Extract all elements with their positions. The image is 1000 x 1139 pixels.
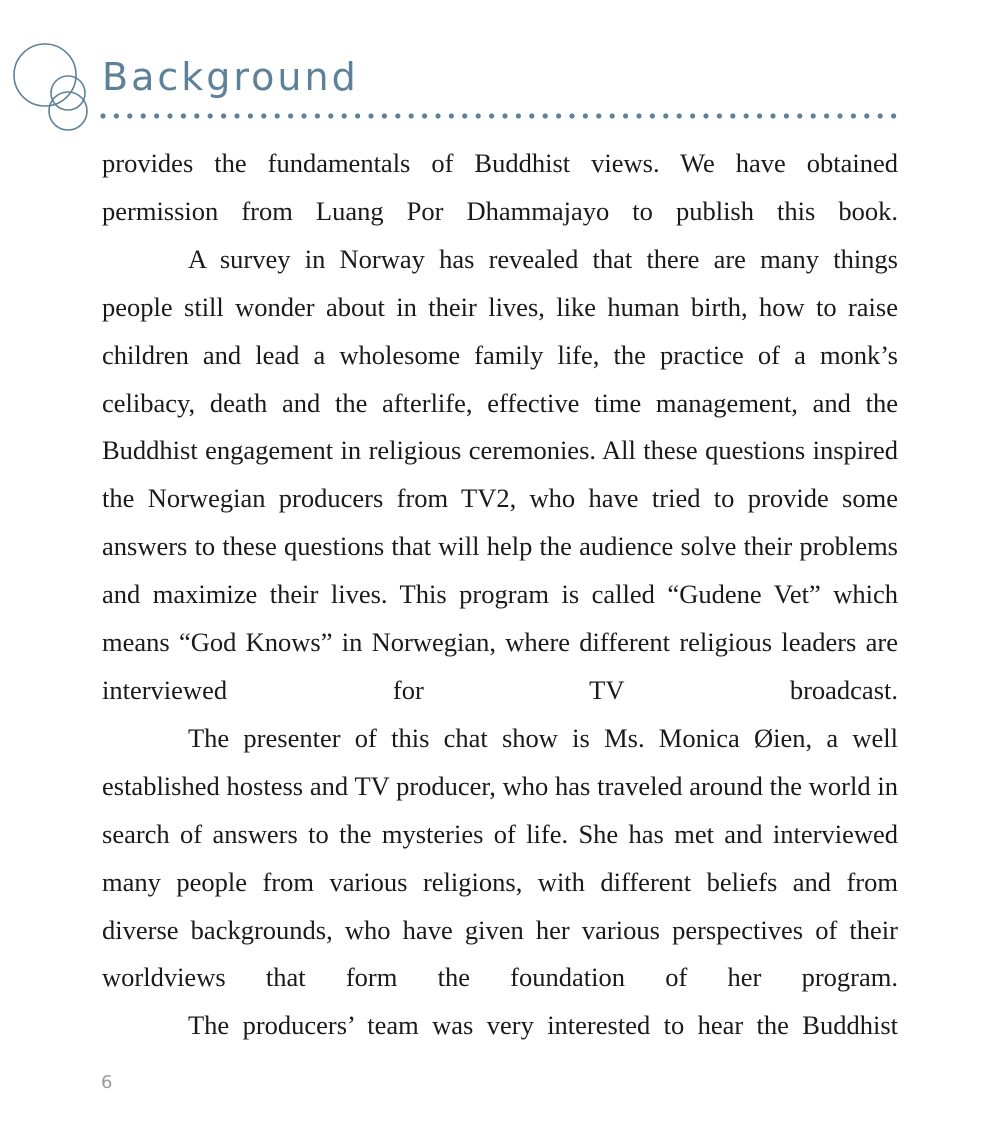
divider-dot bbox=[543, 113, 548, 118]
divider-dot bbox=[301, 113, 306, 118]
divider-dot bbox=[382, 113, 387, 118]
divider-dot bbox=[368, 113, 373, 118]
divider-dot bbox=[462, 113, 467, 118]
divider-dot bbox=[141, 113, 146, 118]
divider-dot bbox=[114, 113, 119, 118]
divider-dot bbox=[663, 113, 668, 118]
divider-dot bbox=[502, 113, 507, 118]
divider-dot bbox=[690, 113, 695, 118]
divider-dot bbox=[476, 113, 481, 118]
decorative-rings-icon bbox=[12, 42, 92, 134]
divider-dot bbox=[194, 113, 199, 118]
divider-dot bbox=[744, 113, 749, 118]
divider-dot bbox=[623, 113, 628, 118]
divider-dot bbox=[154, 113, 159, 118]
divider-dot bbox=[489, 113, 494, 118]
divider-dot bbox=[409, 113, 414, 118]
divider-dot bbox=[315, 113, 320, 118]
section-title: Background bbox=[102, 55, 359, 99]
divider-dot bbox=[837, 113, 842, 118]
body-text bbox=[102, 140, 898, 1050]
paragraph: The producers’ team was very interested to hear the Buddhist bbox=[188, 1010, 898, 1041]
divider-dot bbox=[730, 113, 735, 118]
divider-dot bbox=[878, 113, 883, 118]
divider-dot bbox=[328, 113, 333, 118]
divider-dot bbox=[811, 113, 816, 118]
divider-dot bbox=[864, 113, 869, 118]
divider-dot bbox=[851, 113, 856, 118]
divider-dot bbox=[824, 113, 829, 118]
paragraph: A survey in Norway has revealed that there are many things people still wonder about in their lives, like human birth, how to raise children and lead a wholesome family life, the practice of a monk’s celibacy, death and the afterlife, effective time management, and the Buddhist engagement in religious ceremonies. All these questions inspired the Norwegian producers from TV2, who have tried to provide some answers to these questions that will help the audience solve their problems and maximize their lives. This program is called “Gudene Vet” which means “God Knows” in Norwegian, where different religious leaders are interviewed for TV broadcast. bbox=[102, 243, 898, 705]
dotted-divider bbox=[100, 110, 902, 122]
divider-dot bbox=[288, 113, 293, 118]
divider-dot bbox=[449, 113, 454, 118]
paragraph: provides the fundamentals of Buddhist views. We have obtained permission from Luang Por Dhammajayo to publish this book. bbox=[102, 148, 898, 226]
divider-dot bbox=[717, 113, 722, 118]
divider-dot bbox=[355, 113, 360, 118]
divider-dot bbox=[757, 113, 762, 118]
divider-dot bbox=[516, 113, 521, 118]
divider-dot bbox=[100, 113, 105, 118]
divider-dot bbox=[784, 113, 789, 118]
divider-dot bbox=[181, 113, 186, 118]
divider-dot bbox=[248, 113, 253, 118]
divider-dot bbox=[208, 113, 213, 118]
divider-dot bbox=[127, 113, 132, 118]
divider-dot bbox=[596, 113, 601, 118]
divider-dot bbox=[422, 113, 427, 118]
divider-dot bbox=[650, 113, 655, 118]
divider-dot bbox=[891, 113, 896, 118]
divider-dot bbox=[275, 113, 280, 118]
divider-dot bbox=[261, 113, 266, 118]
divider-dot bbox=[636, 113, 641, 118]
divider-dot bbox=[529, 113, 534, 118]
divider-dot bbox=[610, 113, 615, 118]
divider-dot bbox=[395, 113, 400, 118]
divider-dot bbox=[234, 113, 239, 118]
divider-dot bbox=[677, 113, 682, 118]
divider-dot bbox=[435, 113, 440, 118]
divider-dot bbox=[556, 113, 561, 118]
divider-dot bbox=[770, 113, 775, 118]
divider-dot bbox=[569, 113, 574, 118]
paragraph: The presenter of this chat show is Ms. Monica Øien, a well established hostess and TV producer, who has traveled around the world in search of answers to the mysteries of life. She has met and interviewed many people from various religions, with different beliefs and from diverse backgrounds, who have given her various perspectives of their worldviews that form the foundation of her program. bbox=[102, 722, 898, 993]
divider-dot bbox=[342, 113, 347, 118]
divider-dot bbox=[167, 113, 172, 118]
divider-dot bbox=[797, 113, 802, 118]
divider-dot bbox=[703, 113, 708, 118]
page-number: 6 bbox=[101, 1072, 113, 1093]
divider-dot bbox=[583, 113, 588, 118]
divider-dot bbox=[221, 113, 226, 118]
